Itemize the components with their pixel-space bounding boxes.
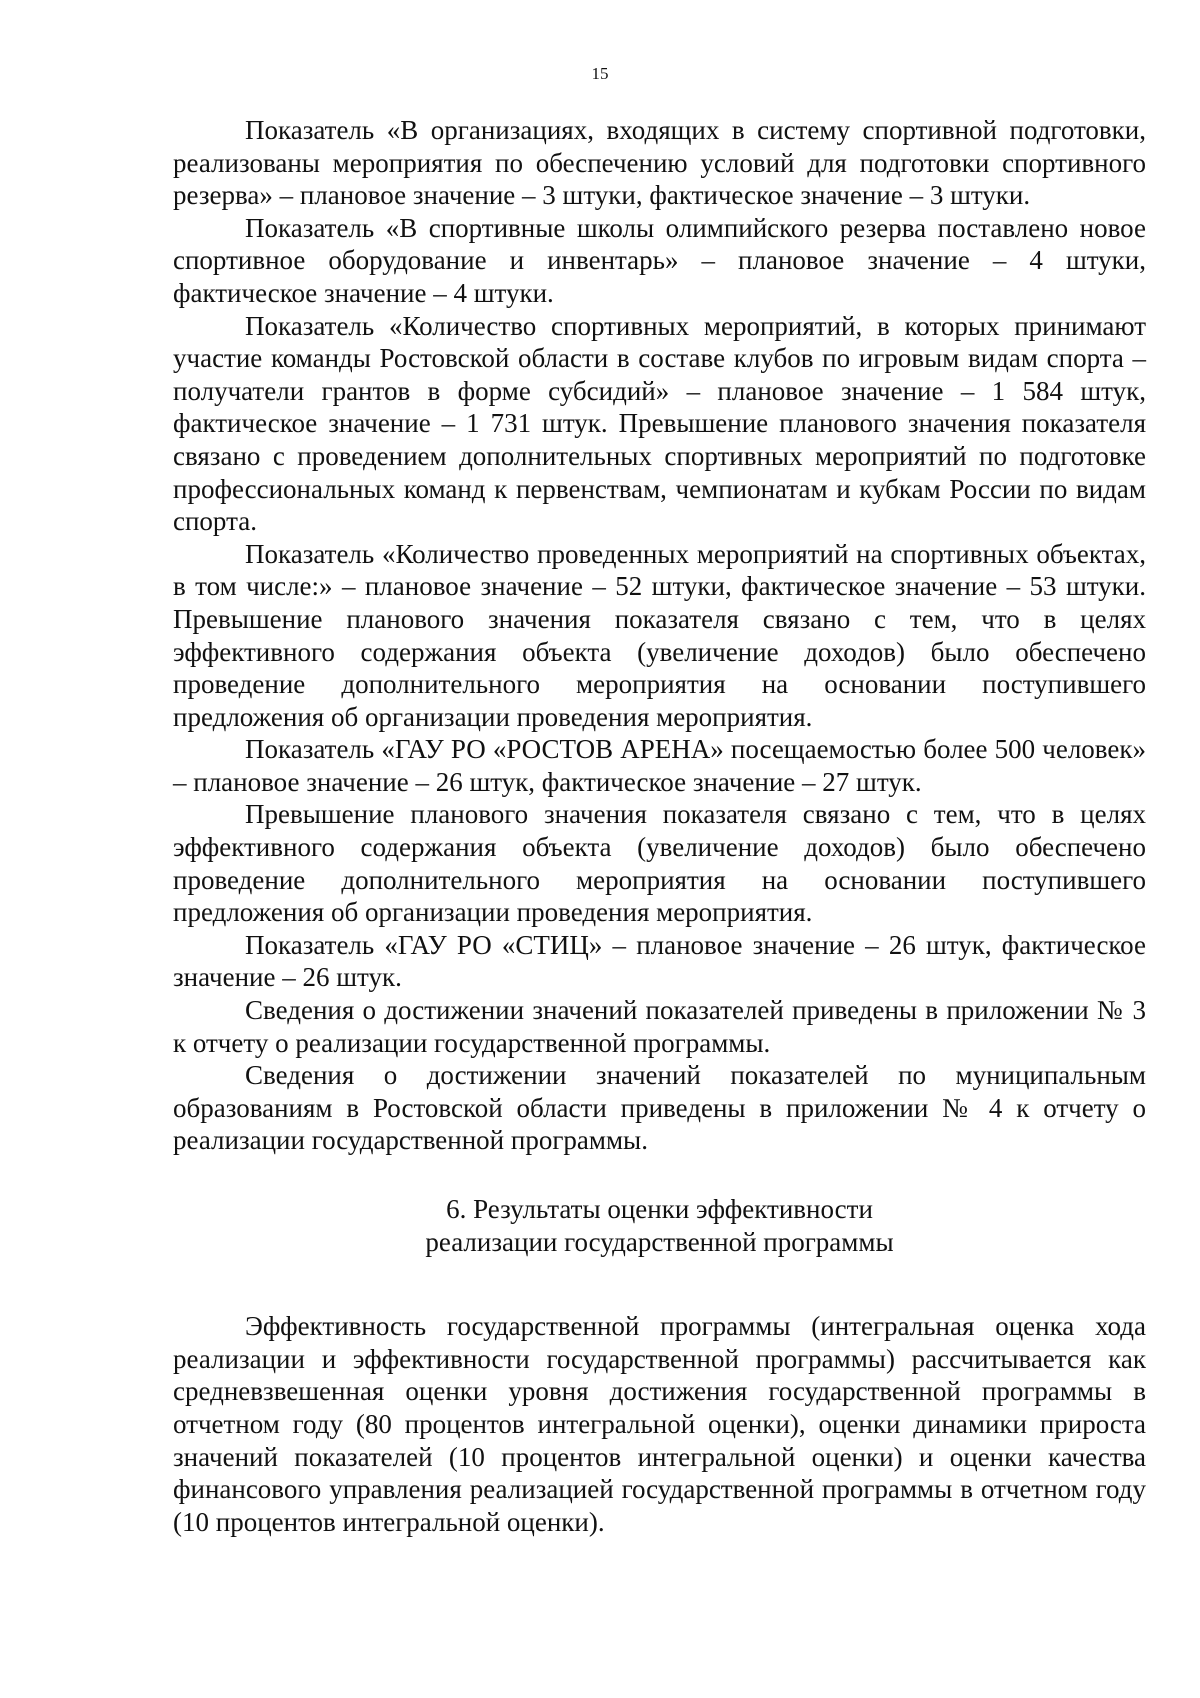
section-heading-line-1: 6. Результаты оценки эффективности [446,1194,873,1224]
paragraph-exceeding-explanation: Превышение планового значения показателя связано с тем, что в целях эффективного содержания объекта (увеличение доходов) было обеспечено проведение дополнительного мероприятия на основании поступившего предложения об организации проведения мероприятия. [173,799,1146,928]
paragraph-efficiency-evaluation: Эффективность государственной программы (интегральная оценка хода реализации и эффективности государственной программы) рассчитывается как средневзвешенная оценки уровня достижения государственной программы в отчетном году (80 процентов интегральной оценки), оценки динамики прироста значений показателей (10 процентов интегральной оценки) и оценки качества финансового управления реализацией государственной программы в отчетном году (10 процентов интегральной оценки). [173,1311,1146,1537]
paragraph-indicator-rostov-arena: Показатель «ГАУ РО «РОСТОВ АРЕНА» посещаемостью более 500 человек» – плановое значение – 26 штук, фактическое значение – 27 штук. [173,734,1146,797]
section-heading [173,1193,1146,1258]
page-number: 15 [591,64,609,83]
paragraph-appendix-4: Сведения о достижении значений показателей по муниципальным образованиям в Ростовской области приведены в приложении № 4 к отчету о реализации государственной программы. [173,1060,1146,1156]
document-body [173,114,1146,1538]
paragraph-appendix-3: Сведения о достижении значений показателей приведены в приложении № 3 к отчету о реализации государственной программы. [173,995,1146,1058]
section-heading-line-2: реализации государственной программы [425,1226,894,1257]
paragraph-indicator-team-events: Показатель «Количество спортивных мероприятий, в которых принимают участие команды Ростовской области в составе клубов по игровым видам спорта – получатели грантов в форме субсидий» – плановое значение – 1 584 штук, фактическое значение – 1 731 штук. Превышение планового значения показателя связано с проведением дополнительных спортивных мероприятий по подготовке профессиональных команд к первенствам, чемпионатам и кубкам России по видам спорта. [173,310,1146,537]
paragraph-indicator-stic: Показатель «ГАУ РО «СТИЦ» – плановое значение – 26 штук, фактическое значение – 26 штук. [173,929,1146,993]
paragraph-indicator-sports-reserve: Показатель «В организациях, входящих в систему спортивной подготовки, реализованы мероприятия по обеспечению условий для подготовки спортивного резерва» – плановое значение – 3 штуки, фактическое значение – 3 штуки. [173,115,1146,211]
paragraph-indicator-events-at-facilities: Показатель «Количество проведенных мероприятий на спортивных объектах, в том числе:» – плановое значение – 52 штуки, фактическое значение – 53 штуки. Превышение планового значения показателя связано с тем, что в целях эффективного содержания объекта (увеличение доходов) было обеспечено проведение дополнительного мероприятия на основании поступившего предложения об организации проведения мероприятия. [173,538,1146,732]
paragraph-indicator-olympic-schools-equipment: Показатель «В спортивные школы олимпийского резерва поставлено новое спортивное оборудование и инвентарь» – плановое значение – 4 штуки, фактическое значение – 4 штуки. [173,212,1146,308]
